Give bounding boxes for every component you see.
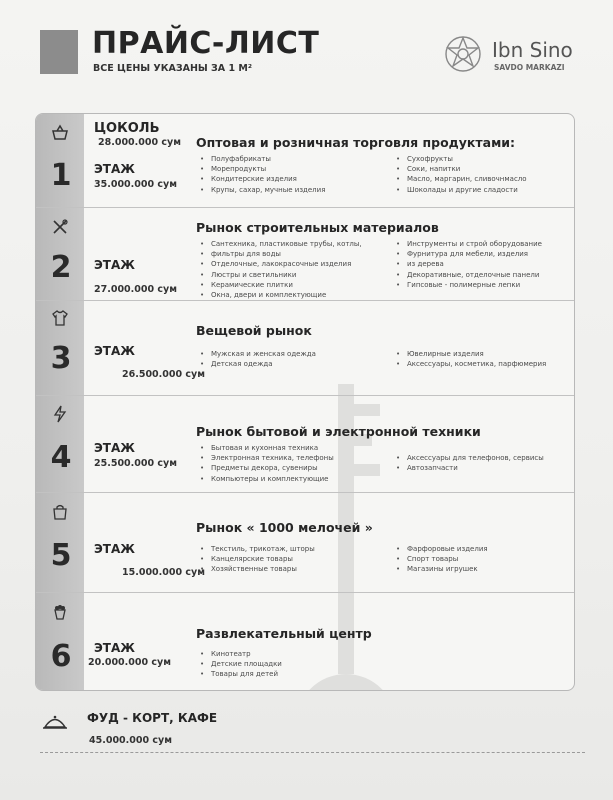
floor-price: 20.000.000 сум [88, 657, 171, 668]
items-left [198, 649, 282, 680]
list-item: • Отделочные, лакокрасочные изделия [198, 259, 362, 269]
shirt-icon [51, 309, 69, 327]
section-title: Рынок строительных материалов [196, 220, 439, 235]
list-item: • Сантехника, пластиковые трубы, котлы, [198, 239, 362, 249]
list-item: • Кондитерские изделия [198, 174, 325, 184]
dashed-divider [40, 752, 585, 753]
list-item: • Магазины игрушек [394, 564, 488, 574]
logo-subtitle: SAVDO MARKAZI [494, 63, 565, 72]
list-item: • Бытовая и кухонная техника [198, 443, 334, 453]
basement-label: ЦОКОЛЬ [94, 121, 160, 136]
items-right [394, 154, 527, 195]
floor-number: 2 [50, 250, 72, 285]
floor-label: ЭТАЖ [94, 441, 135, 455]
list-item: • Мужская и женская одежда [198, 349, 316, 359]
food-court-title: ФУД - КОРТ, КАФЕ [87, 711, 218, 725]
list-item: • Детские площадки [198, 659, 282, 669]
list-item: • Аксессуары для телефонов, сервисы [394, 453, 544, 463]
list-item: • Масло, маргарин, сливочнмасло [394, 174, 527, 184]
page-title: ПРАЙС-ЛИСТ [92, 26, 320, 61]
list-item: • Спорт товары [394, 554, 488, 564]
floor-number: 3 [50, 341, 72, 376]
logo-name: Ibn Sino [492, 38, 573, 62]
list-item: • Полуфабрикаты [198, 154, 325, 164]
floor-label: ЭТАЖ [94, 162, 135, 176]
list-item: • Предметы декора, сувениры [198, 463, 334, 473]
section-title: Рынок бытовой и электронной техники [196, 424, 481, 439]
items-right [394, 453, 544, 473]
list-item: • Окна, двери и комплектующие [198, 290, 362, 300]
floor-label: ЭТАЖ [94, 344, 135, 358]
items-left [198, 154, 325, 195]
list-item: • Фурнитура для мебели, изделия [394, 249, 542, 259]
cloche-icon [42, 714, 68, 730]
list-item: • Декоративные, отделочные панели [394, 270, 542, 280]
floor-price: 25.500.000 сум [94, 458, 177, 469]
floor-number: 1 [50, 158, 72, 193]
floor-row-1 [36, 114, 575, 207]
floor-row-3 [36, 300, 575, 395]
list-item: • Ювелирные изделия [394, 349, 546, 359]
list-item: • из дерева [394, 259, 542, 269]
floors-table [35, 113, 575, 691]
floor-row-6 [36, 592, 575, 691]
floor-number: 4 [50, 440, 72, 475]
ibn-sino-logo-icon [443, 34, 483, 74]
list-item: • Керамические плитки [198, 280, 362, 290]
list-item: • Текстиль, трикотаж, шторы [198, 544, 315, 554]
list-item: • Фарфоровые изделия [394, 544, 488, 554]
list-item: • Хозяйственные товары [198, 564, 315, 574]
list-item: • Кинотеатр [198, 649, 282, 659]
floor-number: 6 [50, 639, 72, 674]
items-right [394, 239, 542, 290]
list-item: • Инструменты и строй оборудование [394, 239, 542, 249]
list-item: • Канцелярские товары [198, 554, 315, 564]
list-item: • фильтры для воды [198, 249, 362, 259]
basket-icon [51, 124, 69, 142]
list-item: • Сухофрукты [394, 154, 527, 164]
section-title: Рынок « 1000 мелочей » [196, 520, 373, 535]
items-left [198, 349, 316, 369]
floor-number: 5 [50, 538, 72, 573]
section-title: Оптовая и розничная торговля продуктами: [196, 135, 516, 150]
basement-price: 28.000.000 сум [98, 137, 181, 148]
floor-label: ЭТАЖ [94, 542, 135, 556]
list-item: • Люстры и светильники [198, 270, 362, 280]
floor-row-5 [36, 492, 575, 592]
list-item: • Электронная техника, телефоны [198, 453, 334, 463]
food-court-price: 45.000.000 сум [89, 735, 172, 746]
floor-price: 27.000.000 сум [94, 284, 177, 295]
floor-row-2 [36, 207, 575, 300]
list-item: • Компьютеры и комплектующие [198, 474, 334, 484]
list-item: • Шоколады и другие сладости [394, 185, 527, 195]
list-item: • Морепродукты [198, 164, 325, 174]
list-item: • Автозапчасти [394, 463, 544, 473]
floor-label: ЭТАЖ [94, 258, 135, 272]
lightning-icon [51, 405, 69, 423]
list-item: • Гипсовые - полимерные лепки [394, 280, 542, 290]
tools-icon [51, 218, 69, 236]
items-left [198, 443, 334, 484]
popcorn-icon [51, 603, 69, 621]
bag-icon [51, 503, 69, 521]
items-left [198, 239, 362, 300]
items-right [394, 544, 488, 575]
list-item: • Товары для детей [198, 669, 282, 679]
list-item: • Аксессуары, косметика, парфюмерия [394, 359, 546, 369]
section-title: Вещевой рынок [196, 323, 312, 338]
list-item: • Детская одежда [198, 359, 316, 369]
floor-label: ЭТАЖ [94, 641, 135, 655]
floor-row-4 [36, 395, 575, 492]
page-subtitle: ВСЕ ЦЕНЫ УКАЗАНЫ ЗА 1 М² [93, 63, 252, 74]
header-accent-block [40, 30, 78, 74]
items-left [198, 544, 315, 575]
list-item: • Крупы, сахар, мучные изделия [198, 185, 325, 195]
items-right [394, 349, 546, 369]
floor-price: 15.000.000 сум [122, 567, 205, 578]
floor-price: 26.500.000 сум [122, 369, 205, 380]
section-title: Развлекательный центр [196, 626, 372, 641]
list-item: • Соки, напитки [394, 164, 527, 174]
floor-price: 35.000.000 сум [94, 179, 177, 190]
